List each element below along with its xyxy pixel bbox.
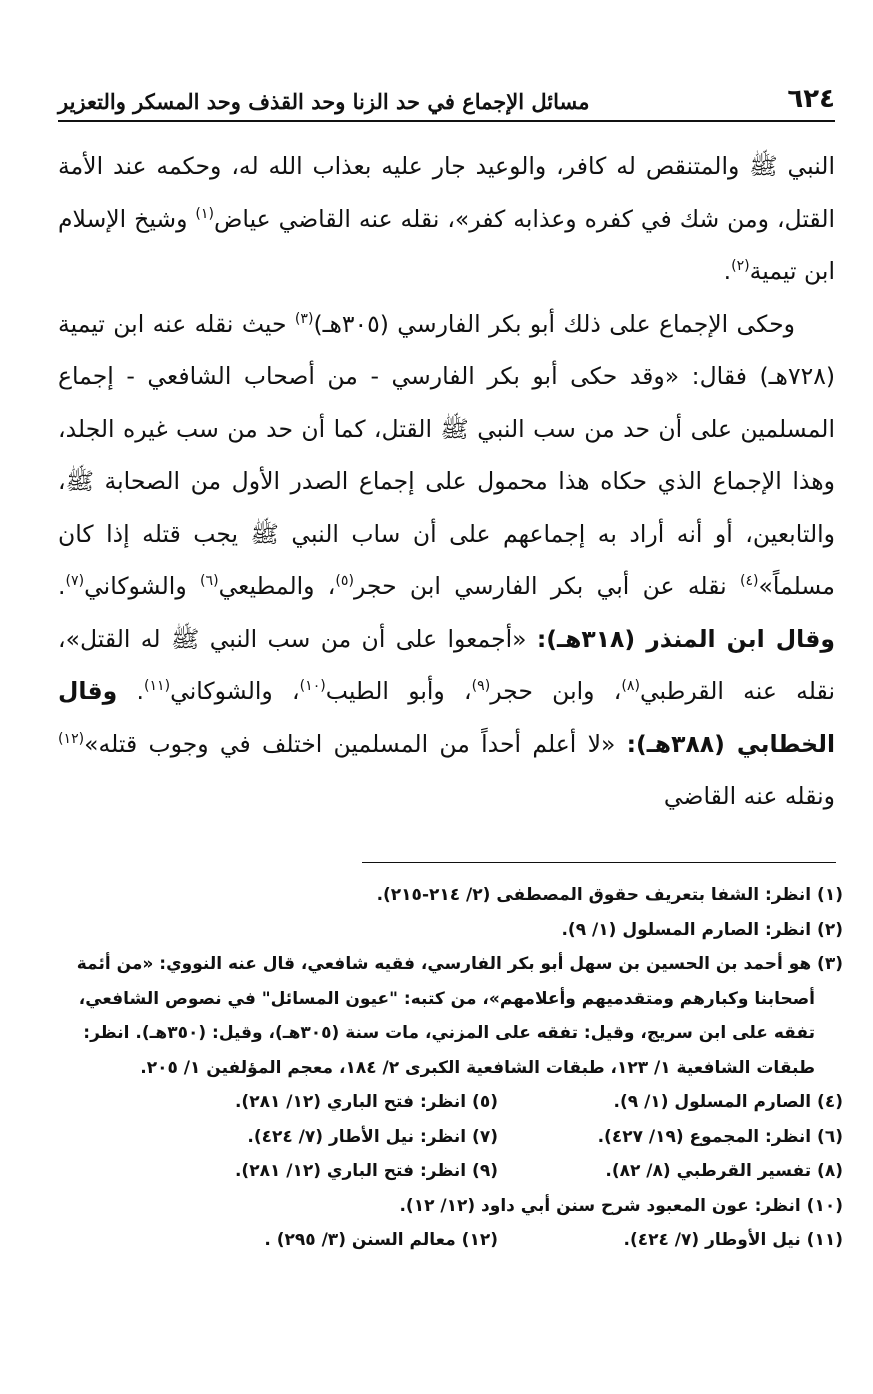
- footnote-row-6-7: [58, 1120, 843, 1155]
- footnote-ref-5: (٥): [335, 573, 354, 590]
- footnote-row-4-5: [58, 1085, 843, 1120]
- footnote-8: (٨) تفسير القرطبي (٨/ ٨٢).: [605, 1161, 843, 1181]
- running-title: مسائل الإجماع في حد الزنا وحد القذف وحد المسكر والتعزير: [58, 89, 590, 114]
- footnote-ref-2: (٢): [731, 258, 750, 275]
- footnote-4: (٤) الصارم المسلول (١/ ٩).: [613, 1092, 843, 1112]
- footnote-3: (٣) هو أحمد بن الحسين بن سهل أبو بكر الفارسي، فقيه شافعي، قال عنه النووي: «من أئمة أصحابنا وكبارهم ومتقدميهم وأعلامهم»، من كتبه: "عيون المسائل" في نصوص الشافعي، تفقه على ابن سريج، وقيل: تفقه على المزني، مات سنة (٣٠٥هـ)، وقيل: (٣٥٠هـ). انظر: طبقات الشافعية ١/ ١٢٣، طبقات الشافعية الكبرى ٢/ ١٨٤، معجم المؤلفين ١/ ٢٠٥.: [76, 954, 843, 1078]
- footnote-ref-1: (١): [195, 205, 214, 222]
- footnote-ref-8: (٨): [621, 678, 640, 695]
- footnote-separator: [362, 862, 836, 863]
- paragraph-2: وحكى الإجماع على ذلك أبو بكر الفارسي (٣٠٥هـ)$^{(٣)}$ حيث نقله عنه ابن تيمية (٧٢٨هـ) فقال: «وقد حكى أبو بكر الفارسي - من أصحاب الشافعي - إجماع المسلمين على أن حد من سب النبي ﷺ القتل، كما أن حد من سب غيره الجلد، وهذا الإجماع الذي حكاه هذا محمول على إجماع الصدر الأول من الصحابة ﷺ، والتابعين، أو أنه أراد به إجماعهم على أن ساب النبي ﷺ يجب قتله إذا كان مسلماً»$^{(٤)}$ نقله عن أبي بكر الفارسي ابن حجر$^{(٥)}$، والمطيعي$^{(٦)}$ والشوكاني$^{(٧)}$. وقال ابن المنذر (٣١٨هـ): «أجمعوا على أن من سب النبي ﷺ له القتل»، نقله عنه القرطبي$^{(٨)}$، وابن حجر$^{(٩)}$، وأبو الطيب$^{(١٠)}$، والشوكاني$^{(١١)}$. وقال الخطابي (٣٨٨هـ): «لا أعلم أحداً من المسلمين اختلف في وجوب قتله»$^{(١٢)}$ ونقله عنه القاضي: [58, 309, 835, 810]
- footnote-5: (٥) انظر: فتح الباري (١٢/ ٢٨١).: [234, 1092, 498, 1112]
- main-text: [58, 140, 835, 860]
- footnote-ref-10: (١٠): [299, 678, 326, 695]
- footnote-ref-7: (٧): [65, 573, 85, 590]
- footnote-11: (١١) نيل الأوطار (٧/ ٤٢٤).: [623, 1230, 843, 1250]
- footnote-9: (٩) انظر: فتح الباري (١٢/ ٢٨١).: [234, 1161, 498, 1181]
- footnote-6: (٦) انظر: المجموع (١٩/ ٤٢٧).: [597, 1126, 843, 1147]
- paragraph-1: النبي ﷺ والمتنقص له كافر، والوعيد جار عليه بعذاب الله له، وحكمه عند الأمة القتل، ومن شك في كفره وعذابه كفر»، نقله عنه القاضي عياض$^{(١)}$ وشيخ الإسلام ابن تيمية$^{(٢)}$.: [58, 152, 836, 285]
- bold-quote-lead-2: وقال الخطابي (٣٨٨هـ):: [58, 677, 835, 758]
- footnote-ref-12: (١٢): [58, 730, 85, 747]
- footnote-10: (١٠) انظر: عون المعبود شرح سنن أبي داود (١٢/ ١٢).: [399, 1195, 843, 1216]
- bold-quote-lead-1: وقال ابن المنذر (٣١٨هـ):: [536, 624, 835, 653]
- footnotes: [58, 878, 843, 1258]
- footnote-ref-6: (٦): [200, 573, 219, 590]
- header-rule: [58, 120, 835, 122]
- footnote-row-8-9: [58, 1154, 843, 1189]
- page-number: ٦٢٤: [787, 84, 835, 114]
- footnote-7: (٧) انظر: نيل الأطار (٧/ ٤٢٤).: [247, 1126, 498, 1147]
- footnote-12: (١٢) معالم السنن (٣/ ٢٩٥) .: [264, 1230, 498, 1250]
- footnote-ref-9: (٩): [471, 678, 491, 695]
- footnote-row-11-12: [58, 1223, 843, 1258]
- footnote-ref-4: (٤): [739, 573, 759, 590]
- footnote-ref-11: (١١): [143, 678, 171, 695]
- footnote-2: (٢) انظر: الصارم المسلول (١/ ٩).: [561, 919, 843, 940]
- page-header: [58, 62, 835, 114]
- footnote-1: (١) انظر: الشفا بتعريف حقوق المصطفى (٢/ ٢١٤-٢١٥).: [376, 885, 843, 905]
- footnote-ref-3: (٣): [294, 310, 314, 327]
